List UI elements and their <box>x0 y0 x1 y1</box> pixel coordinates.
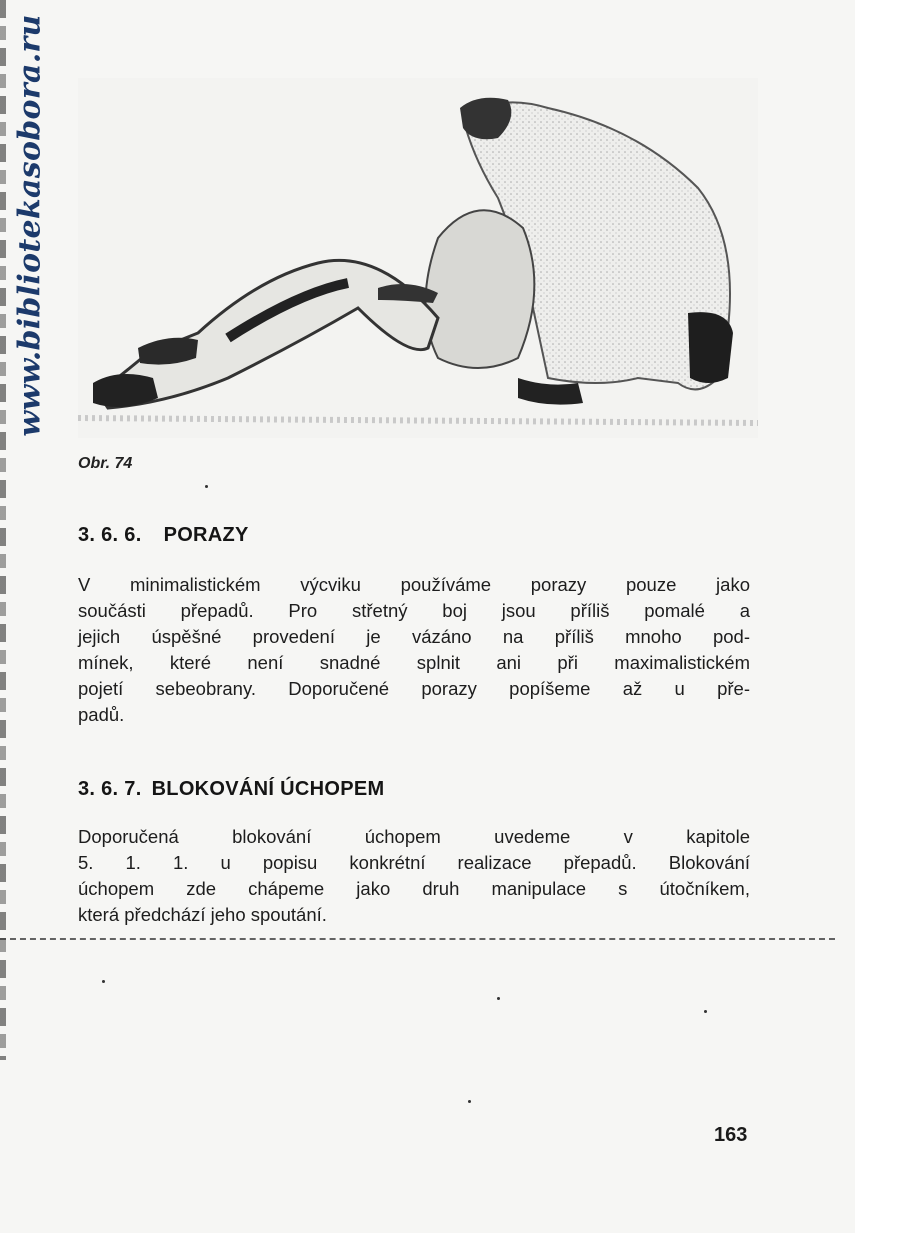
scan-speck <box>205 485 208 488</box>
divider-line <box>0 938 835 940</box>
section-heading-blokovani <box>78 778 384 801</box>
section-number: 3. 6. 7. <box>78 778 142 800</box>
text-line: mínek, které není snadné splnit ani při maximalistickém <box>78 652 750 673</box>
section-title: BLOKOVÁNÍ ÚCHOPEM <box>151 778 385 800</box>
section-heading-porazy <box>78 524 249 547</box>
text-line: pojetí sebeobrany. Doporučené porazy popíšeme až u pře- <box>78 678 750 699</box>
section-title: PORAZY <box>163 524 249 546</box>
section-text-blokovani <box>78 824 750 928</box>
watermark-text: www.bibliotekasobora.ru <box>12 13 48 437</box>
text-line: Doporučená blokování úchopem uvedeme v kapitole <box>78 826 750 847</box>
text-line: jejich úspěšné provedení je vázáno na příliš mnoho pod- <box>78 626 750 647</box>
figure-defender-torso <box>426 210 535 368</box>
page-margin-right <box>855 0 900 1233</box>
text-line: padů. <box>78 704 125 725</box>
scan-speck <box>497 997 500 1000</box>
scan-speck <box>704 1010 707 1013</box>
text-line: úchopem zde chápeme jako druh manipulace s útočníkem, <box>78 878 750 899</box>
text-line: 5. 1. 1. u popisu konkrétní realizace přepadů. Blokování <box>78 852 750 873</box>
text-line: V minimalistickém výcviku používáme porazy pouze jako <box>78 574 750 595</box>
text-line: která předchází jeho spoutání. <box>78 904 327 925</box>
figure-photo <box>78 78 758 438</box>
figure-caption: Obr. 74 <box>78 455 133 472</box>
scan-speck <box>102 980 105 983</box>
section-text-porazy <box>78 572 750 728</box>
scan-speck <box>468 1100 471 1103</box>
figure-attacker-boot <box>688 312 733 383</box>
page-number: 163 <box>714 1124 748 1146</box>
section-number: 3. 6. 6. <box>78 524 142 546</box>
text-line: součásti přepadů. Pro střetný boj jsou příliš pomalé a <box>78 600 750 621</box>
watermark <box>4 10 56 440</box>
